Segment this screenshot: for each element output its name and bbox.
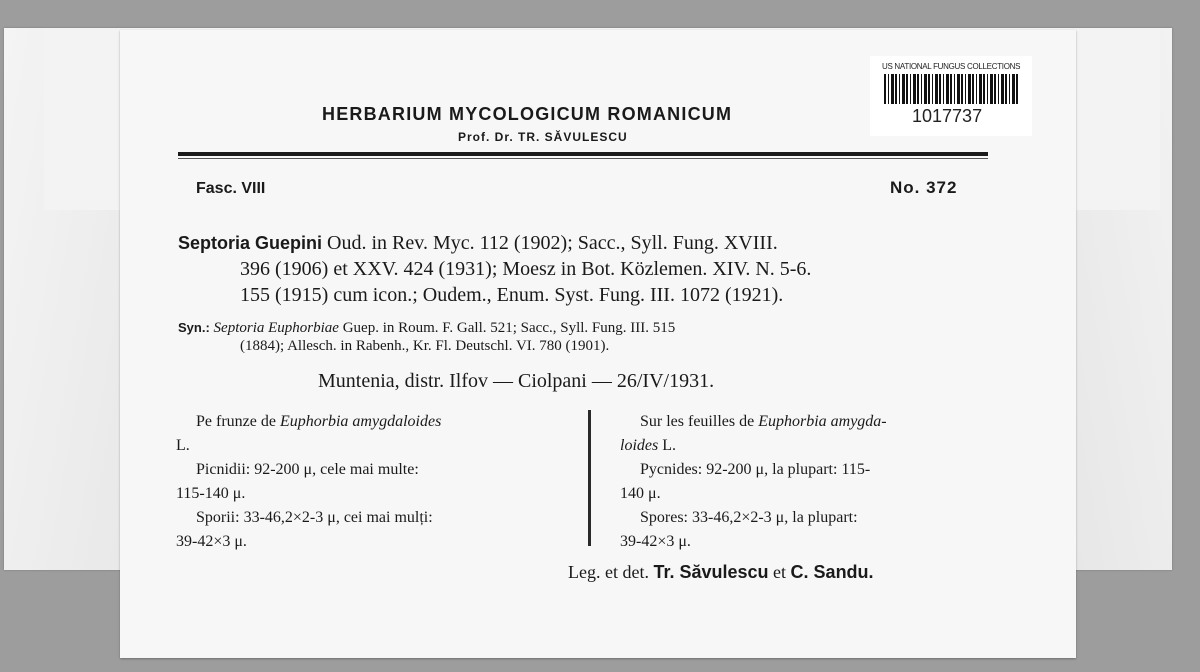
barcode-label [870,56,1032,136]
fr-line-4: 140 μ. [620,485,661,502]
herbarium-subtitle: Prof. Dr. TR. SĂVULESCU [458,130,628,144]
collector-name-2: C. Sandu. [790,562,874,582]
synonym-citation-2: (1884); Allesch. in Rabenh., Kr. Fl. Deutschl. VI. 780 (1901). [240,338,610,354]
header-rule-thin [178,158,988,159]
species-citation-3: 155 (1915) cum icon.; Oudem., Enum. Syst. Fung. III. 1072 (1921). [240,284,784,306]
species-citation-2: 396 (1906) et XXV. 424 (1931); Moesz in Bot. Közlemen. XIV. N. 5-6. [240,258,812,280]
fr-text-1: Sur les feuilles de [640,413,759,430]
collector-line [568,562,874,583]
locality: Muntenia, distr. Ilfov — Ciolpani — 26/IV/1931. [318,370,715,392]
fr-text-2: L. [658,437,676,454]
fr-line-6: 39-42×3 μ. [620,533,691,550]
ro-line-6: 39-42×3 μ. [176,533,247,550]
ro-line-5: Sporii: 33-46,2×2-3 μ, cei mai mulți: [196,509,433,526]
species-line-1 [178,230,778,256]
species-name: Septoria Guepini [178,233,323,253]
collector-and: et [768,562,791,582]
synonym-line-1 [178,318,675,338]
header-rule [178,152,988,156]
ro-line-3: Picnidii: 92-200 μ, cele mai multe: [196,461,419,478]
collector-name-1: Tr. Săvulescu [653,562,769,582]
barcode-number: 1017737 [912,106,983,126]
specimen-number: No. 372 [890,178,958,197]
barcode-header: US NATIONAL FUNGUS COLLECTIONS [882,62,1021,71]
synonym-name: Septoria Euphorbiae [213,320,339,336]
fr-line-2 [620,434,676,458]
species-citation-1: Oud. in Rev. Myc. 112 (1902); Sacc., Syll. Fung. XVIII. [327,232,778,254]
ro-host: Euphorbia amygdaloides [279,413,442,430]
synonym-label: Syn.: [178,320,210,335]
fascicle-label: Fasc. VIII [196,180,266,197]
ro-text-1: Pe frunze de [196,413,280,430]
fr-line-1 [640,410,887,434]
fr-host-1: Euphorbia amygda- [758,413,887,430]
fr-host-2: loides [620,437,659,454]
column-divider [588,410,591,546]
barcode-bars-icon [884,74,1020,104]
ro-line-1 [196,410,441,434]
collector-prefix: Leg. et det. [568,562,654,582]
synonym-citation-1: Guep. in Roum. F. Gall. 521; Sacc., Syll. Fung. III. 515 [342,320,676,336]
ro-line-2: L. [176,437,190,454]
fr-line-3: Pycnides: 92-200 μ, la plupart: 115- [640,461,871,478]
herbarium-title: HERBARIUM MYCOLOGICUM ROMANICUM [322,104,733,124]
fr-line-5: Spores: 33-46,2×2-3 μ, la plupart: [640,509,858,526]
ro-line-4: 115-140 μ. [176,485,246,502]
